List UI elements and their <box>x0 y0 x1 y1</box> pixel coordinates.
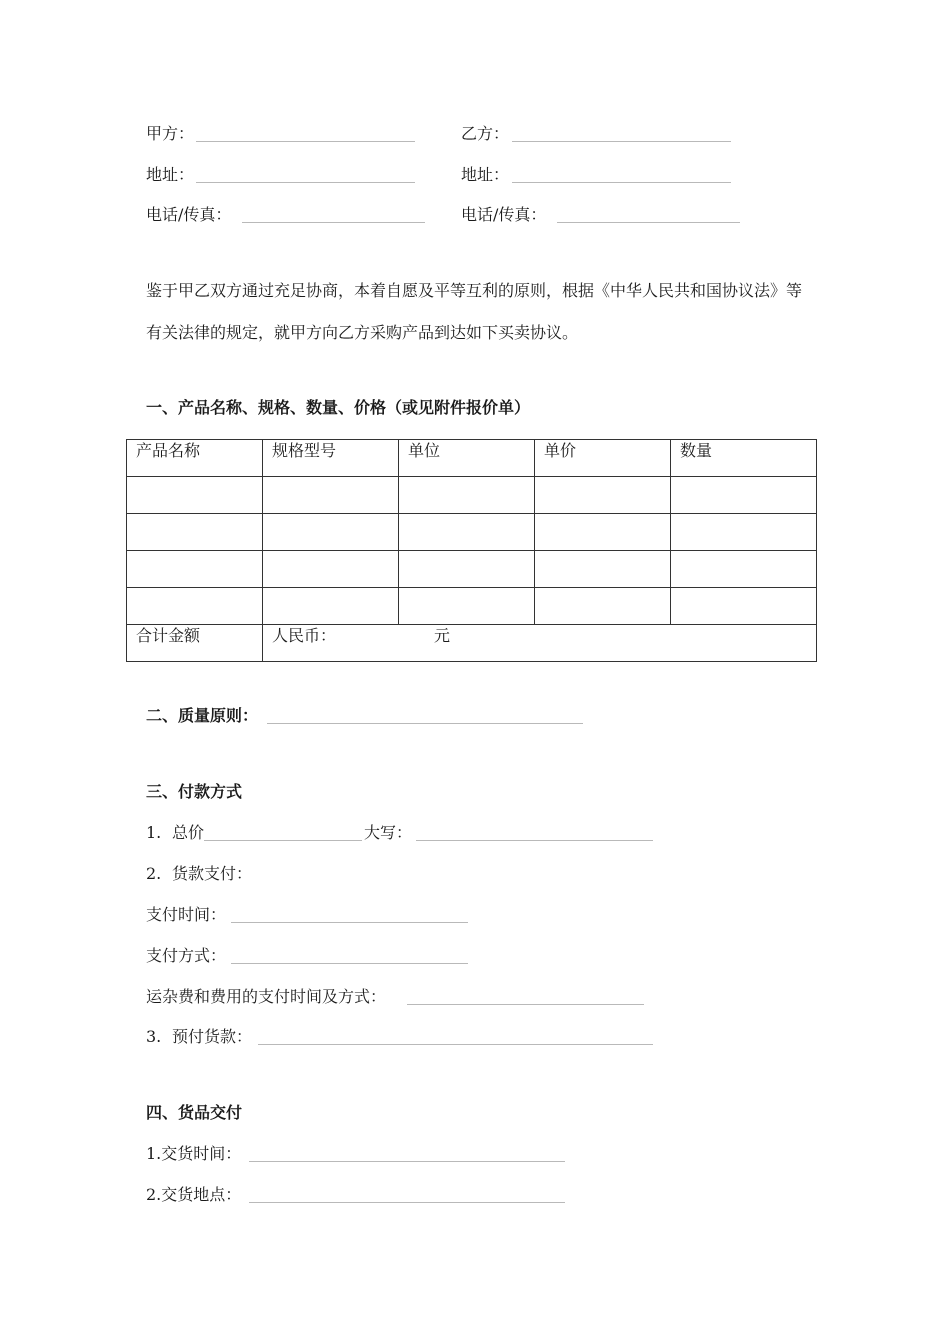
table-cell[interactable] <box>399 514 535 551</box>
pay-method-blank[interactable] <box>231 963 468 964</box>
total-row <box>127 625 817 662</box>
table-cell[interactable] <box>263 551 399 588</box>
party-b-blank[interactable] <box>512 141 731 142</box>
table-header-row <box>127 440 817 477</box>
phone-a-blank[interactable] <box>242 222 425 223</box>
table-cell[interactable] <box>535 551 671 588</box>
table-cell[interactable] <box>671 477 817 514</box>
payment-item2-label: 货款支付： <box>172 864 253 883</box>
party-b-label: 乙方： <box>461 124 510 143</box>
total-value-cell[interactable] <box>263 625 817 662</box>
address-a-label: 地址： <box>146 165 195 184</box>
table-cell[interactable] <box>535 477 671 514</box>
table-cell[interactable] <box>399 588 535 625</box>
table-cell[interactable] <box>127 477 263 514</box>
phone-b-label: 电话/传真： <box>461 205 547 224</box>
phone-b-blank[interactable] <box>557 222 740 223</box>
party-a-blank[interactable] <box>196 141 415 142</box>
delivery-place-label: 2.交货地点： <box>146 1185 242 1204</box>
payment-total-label: 总价 <box>172 823 205 842</box>
table-cell[interactable] <box>671 588 817 625</box>
payment-item2-num: 2. <box>146 864 162 883</box>
prepay-blank[interactable] <box>258 1044 653 1045</box>
address-a-blank[interactable] <box>196 182 415 183</box>
header-unit: 单位 <box>399 440 535 477</box>
total-label: 合计金额 <box>127 625 263 662</box>
delivery-time-label: 1.交货时间： <box>146 1144 242 1163</box>
caps-amount-blank[interactable] <box>416 840 653 841</box>
intro-paragraph: 鉴于甲乙双方通过充足协商，本着自愿及平等互利的原则，根据《中华人民共和国协议法》等有关法律的规定，就甲方向乙方采购产品到达如下买卖协议。 <box>146 281 803 342</box>
freight-label: 运杂费和费用的支付时间及方式： <box>146 987 387 1006</box>
table-cell[interactable] <box>263 514 399 551</box>
delivery-place-blank[interactable] <box>249 1202 565 1203</box>
table-row <box>127 514 817 551</box>
pay-method-label: 支付方式： <box>146 946 227 965</box>
table-row <box>127 551 817 588</box>
table-row <box>127 588 817 625</box>
table-cell[interactable] <box>127 551 263 588</box>
header-spec: 规格型号 <box>263 440 399 477</box>
address-b-label: 地址： <box>461 165 510 184</box>
header-unit-price: 单价 <box>535 440 671 477</box>
table-cell[interactable] <box>535 514 671 551</box>
freight-blank[interactable] <box>407 1004 644 1005</box>
pay-time-label: 支付时间： <box>146 905 227 924</box>
section4-title: 四、货品交付 <box>146 1103 243 1122</box>
total-currency: 人民币： <box>272 626 337 645</box>
payment-item3-num: 3. <box>146 1027 162 1046</box>
section1-title: 一、产品名称、规格、数量、价格（或见附件报价单） <box>146 398 531 417</box>
product-table <box>126 439 817 662</box>
prepay-label: 预付货款： <box>172 1027 253 1046</box>
table-cell[interactable] <box>399 551 535 588</box>
delivery-time-blank[interactable] <box>249 1161 565 1162</box>
table-cell[interactable] <box>671 514 817 551</box>
total-price-blank[interactable] <box>204 840 362 841</box>
table-cell[interactable] <box>671 551 817 588</box>
table-cell[interactable] <box>127 514 263 551</box>
address-b-blank[interactable] <box>512 182 731 183</box>
payment-caps-label: 大写： <box>364 823 413 842</box>
table-cell[interactable] <box>263 477 399 514</box>
phone-a-label: 电话/传真： <box>146 205 232 224</box>
header-quantity: 数量 <box>671 440 817 477</box>
party-a-label: 甲方： <box>146 124 195 143</box>
table-cell[interactable] <box>263 588 399 625</box>
table-cell[interactable] <box>127 588 263 625</box>
header-product-name: 产品名称 <box>127 440 263 477</box>
pay-time-blank[interactable] <box>231 922 468 923</box>
section3-title: 三、付款方式 <box>146 782 243 801</box>
table-cell[interactable] <box>399 477 535 514</box>
table-row <box>127 477 817 514</box>
table-cell[interactable] <box>535 588 671 625</box>
total-unit: 元 <box>434 626 451 645</box>
quality-blank[interactable] <box>267 723 583 724</box>
section2-title: 二、质量原则： <box>146 706 259 725</box>
payment-item1-num: 1. <box>146 823 162 842</box>
